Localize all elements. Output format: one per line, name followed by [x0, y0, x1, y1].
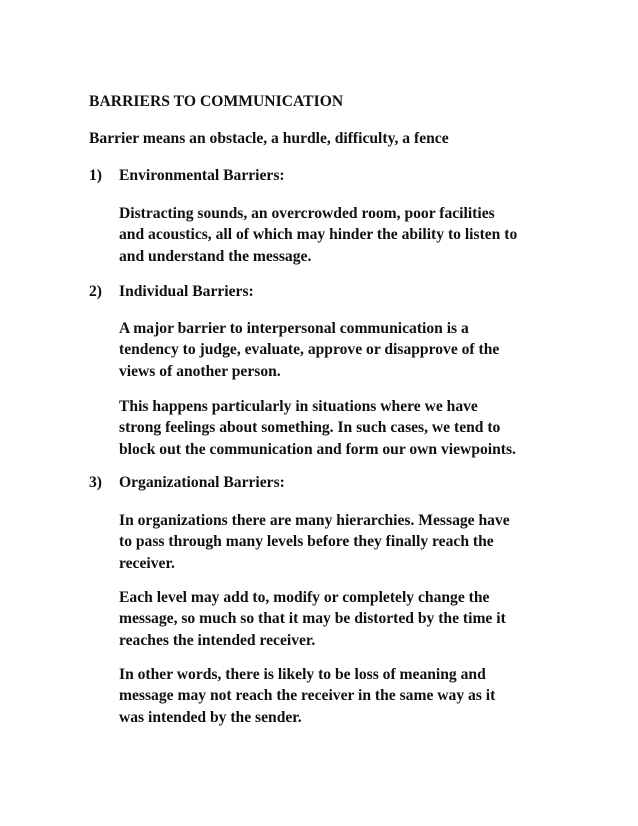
paragraph-organizational-3	[119, 664, 569, 728]
paragraph-organizational-1	[119, 510, 569, 574]
paragraph-line: was intended by the sender.	[119, 708, 302, 726]
section-title: Individual Barriers:	[119, 283, 254, 300]
paragraph-line: message, so much so that it may be distorted by the time it	[119, 610, 506, 628]
section-number: 3)	[89, 474, 102, 491]
section-heading-individual	[89, 282, 254, 302]
section-title: Organizational Barriers:	[119, 474, 285, 491]
paragraph-environmental-1	[119, 203, 569, 267]
section-heading-organizational	[89, 473, 285, 493]
paragraph-line: and acoustics, all of which may hinder the ability to listen to	[119, 226, 518, 244]
paragraph-line: block out the communication and form our own viewpoints.	[119, 440, 516, 458]
section-number: 2)	[89, 283, 102, 300]
paragraph-line: A major barrier to interpersonal communication is a	[119, 320, 469, 337]
section-heading-environmental	[89, 166, 285, 186]
paragraph-line: This happens particularly in situations where we have	[119, 398, 478, 415]
paragraph-organizational-2	[119, 587, 569, 651]
paragraph-line: tendency to judge, evaluate, approve or disapprove of the	[119, 341, 500, 359]
paragraph-line: Each level may add to, modify or completely change the	[119, 589, 490, 606]
paragraph-line: views of another person.	[119, 362, 281, 380]
paragraph-line: In organizations there are many hierarchies. Message have	[119, 512, 510, 529]
paragraph-line: In other words, there is likely to be loss of meaning and	[119, 666, 486, 683]
paragraph-line: reaches the intended receiver.	[119, 631, 316, 649]
document-title: BARRIERS TO COMMUNICATION	[89, 93, 344, 110]
paragraph-individual-2	[119, 396, 569, 460]
intro-text: Barrier means an obstacle, a hurdle, difficulty, a fence	[89, 130, 449, 147]
section-title: Environmental Barriers:	[119, 167, 285, 184]
paragraph-individual-1	[119, 318, 569, 382]
paragraph-line: and understand the message.	[119, 247, 312, 265]
paragraph-line: strong feelings about something. In such cases, we tend to	[119, 419, 501, 437]
paragraph-line: Distracting sounds, an overcrowded room, poor facilities	[119, 205, 495, 222]
paragraph-line: message may not reach the receiver in the same way as it	[119, 687, 496, 705]
section-number: 1)	[89, 167, 102, 184]
paragraph-line: receiver.	[119, 554, 175, 572]
paragraph-line: to pass through many levels before they finally reach the	[119, 533, 494, 551]
